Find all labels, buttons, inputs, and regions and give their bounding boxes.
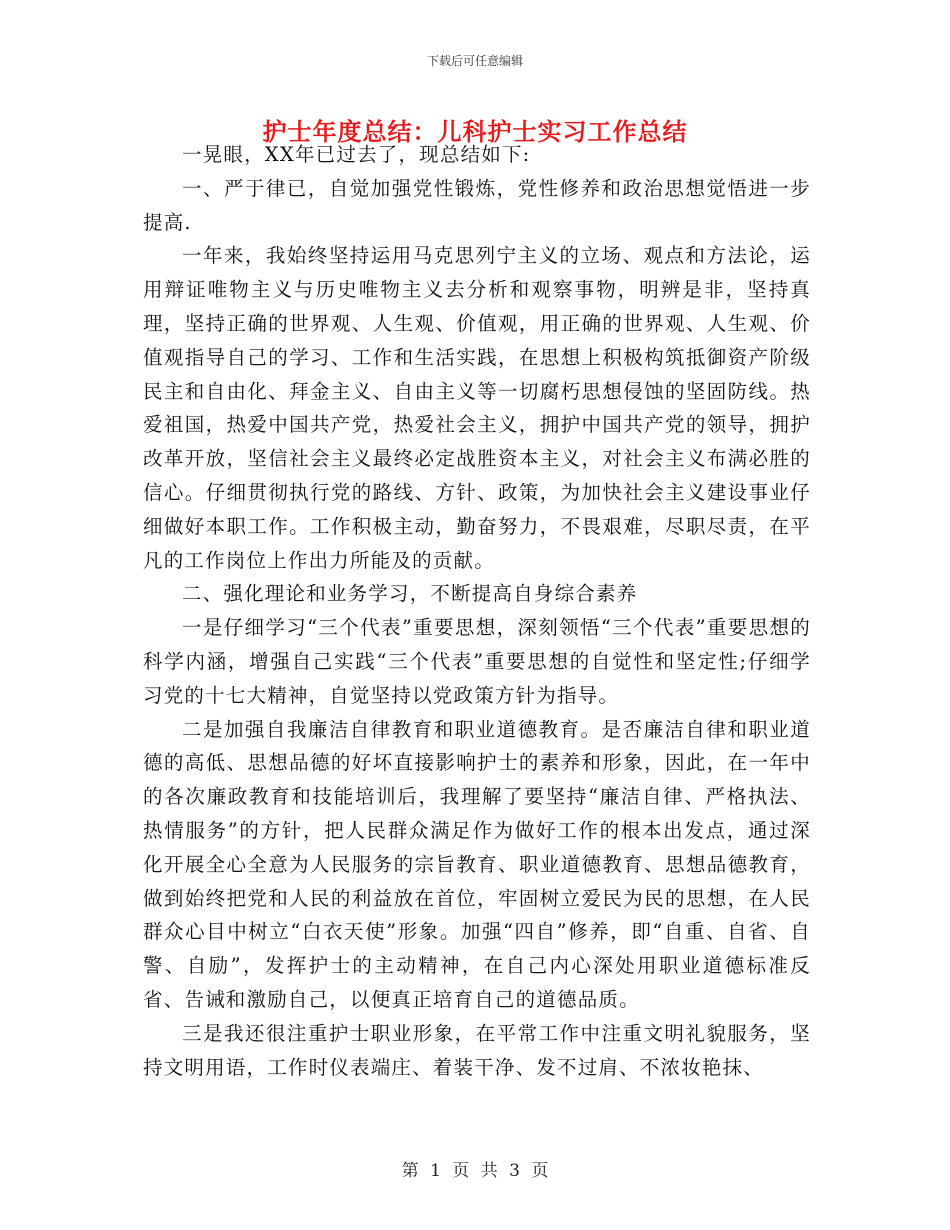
paragraph: 三是我还很注重护士职业形象，在平常工作中注重文明礼貌服务，坚持文明用语，工作时仪表端庄、着装干净、发不过肩、不浓妆艳抹、 (143, 1021, 811, 1079)
paragraph: 一晃眼，XX年已过去了，现总结如下: (182, 143, 531, 166)
page-footer: 第 1 页 共 3 页 (401, 1161, 549, 1181)
paragraph: 一年来，我始终坚持运用马克思列宁主义的立场、观点和方法论，运用辩证唯物主义与历史唯物主义去分析和观察事物，明辨是非，坚持真理，坚持正确的世界观、人生观、价值观，用正确的世界观、人生观、价值观指导自己的学习、工作和生活实践，在思想上积极构筑抵御资产阶级民主和自由化、拜金主义、自由主义等一切腐朽思想侵蚀的坚固防线。热爱祖国，热爱中国共产党，热爱社会主义，拥护中国共产党的领导，拥护改革开放，坚信社会主义最终必定战胜资本主义，对社会主义布满必胜的信心。仔细贯彻执行党的路线、方针、政策，为加快社会主义建设事业仔细做好本职工作。工作积极主动，勤奋努力，不畏艰难，尽职尽责，在平凡的工作岗位上作出力所能及的贡献。 (143, 244, 811, 572)
paragraph: 二、强化理论和业务学习，不断提高自身综合素养 (182, 582, 638, 606)
page-header: 下载后可任意编辑 (426, 54, 523, 68)
document-title: 护士年度总结：儿科护士实习工作总结 (262, 117, 688, 146)
paragraph: 二是加强自我廉洁自律教育和职业道德教育。是否廉洁自律和职业道德的高低、思想品德的好坏直接影响护士的素养和形象，因此，在一年中的各次廉政教育和技能培训后，我理解了要坚持“廉洁自律、严格执法、热情服务”的方针，把人民群众满足作为做好工作的根本出发点，通过深化开展全心全意为人民服务的宗旨教育、职业道德教育、思想品德教育，做到始终把党和人民的利益放在首位，牢固树立爱民为民的思想，在人民群众心目中树立“白衣天使”形象。加强“四自”修养，即“自重、自省、自警、自励”，发挥护士的主动精神，在自己内心深处用职业道德标准反省、告诫和激励自己，以便真正培育自己的道德品质。 (143, 717, 811, 1011)
paragraph: 一、严于律已，自觉加强党性锻炼，党性修养和政治思想觉悟进一步提高. (143, 176, 811, 234)
paragraph: 一是仔细学习“三个代表”重要思想，深刻领悟“三个代表”重要思想的科学内涵，增强自己实践“三个代表”重要思想的自觉性和坚定性;仔细学习党的十七大精神，自觉坚持以党政策方针为指导。 (143, 616, 811, 707)
document-body (143, 138, 811, 1084)
